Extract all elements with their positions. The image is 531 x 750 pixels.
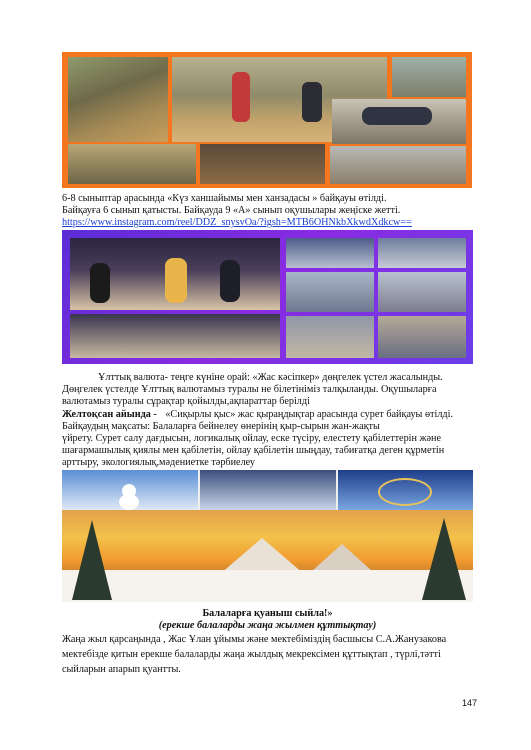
gift-event-line3: сыйларын апарып қуантты.: [62, 664, 181, 675]
currency-day-line2: Дөңгелек үстелде Ұлттық валютамыз туралы не білетініміз талқыланды. Оқушыларға: [62, 384, 437, 395]
gift-event-line1: Жаңа жыл қарсаңында , Жас Ұлан ұйымы және мектебіміздің басшысы С.А.Жанузакова: [62, 634, 447, 645]
photo-leaf-cleaning-4: [332, 99, 466, 144]
autumn-photo-collage: [62, 52, 472, 188]
contest-goal-line2: үйрету. Сурет салу дағдысын, логикалық ойлау, еске түсіру, елестету қабілеттерін және: [62, 433, 442, 444]
currency-day-line1: Ұлттық валюта- теңге күніне орай: «Жас кәсіпкер» дөңгелек үстел жасалынды.: [98, 372, 443, 383]
december-heading-row: [62, 409, 453, 421]
winter-drawings-collage: [62, 470, 473, 602]
photo-group-1: [70, 238, 280, 310]
december-label: Желтоқсан айында -: [62, 409, 157, 420]
photo-classroom-2: [378, 238, 466, 268]
gift-event-subtitle: (ерекше балаларды жаңа жылмен құттықтау): [158, 620, 377, 631]
photo-leaf-cleaning-5: [68, 144, 196, 184]
photo-leaf-cleaning-1: [68, 57, 168, 142]
contest-caption-line2: Байқауға 6 сынып қатысты. Байқауда 9 «А» сынып оқушылары жеңіске жетті.: [62, 205, 401, 216]
drawing-winter-night: [338, 470, 473, 510]
photo-leaf-cleaning-6: [200, 144, 325, 184]
instagram-link[interactable]: https://www.instagram.com/reel/DDZ_snysvOa/?igsh=MTB6OHNkbXkwdXdkcw==: [62, 217, 412, 228]
contest-caption-line1: 6-8 сыныптар арасында «Күз ханшайымы мен ханзадасы » байқауы өтілді.: [62, 193, 387, 204]
contest-goal-line1: Байқаудың мақсаты: Балаларға бейнелеу өнерінің қыр-сырын жан-жақты: [62, 421, 380, 432]
drawing-snowman: [62, 470, 198, 510]
photo-leaf-cleaning-7: [330, 146, 466, 184]
photo-classroom-4: [378, 272, 466, 312]
currency-day-line3: валютамыз туралы сұрақтар қойылды,ақпараттар берілді: [62, 396, 310, 407]
photo-group-2: [70, 314, 280, 358]
photo-classroom-1: [286, 238, 374, 268]
gift-event-line2: мектебізде қитын ерекше балаларды жаңа жылдық мекрексімен құттықтап , түрлі,тәтті: [62, 649, 441, 660]
december-event: «Сиқырлы қыс» жас қыраңдықтар арасында сурет байқауы өтілді.: [165, 409, 453, 420]
contest-goal-line4: арттыру, экологиялық,мәдениетке тәрбиелеу: [62, 457, 256, 468]
gift-event-title: Балаларға қуаныш сыйла!»: [202, 608, 333, 619]
round-table-photo-collage: [62, 230, 473, 364]
photo-classroom-6: [378, 316, 466, 358]
photo-classroom-3: [286, 272, 374, 312]
photo-leaf-cleaning-3: [392, 57, 466, 97]
contest-goal-line3: шағармашылық қиялы мен қабілетін, ойлау қабілетін шыңдау, табиғатқа деген құрметін: [62, 445, 445, 456]
drawing-sunset-mountains: [62, 510, 473, 602]
page-number: 147: [462, 698, 478, 708]
drawing-winter-forest: [200, 470, 336, 510]
photo-classroom-5: [286, 316, 374, 358]
instagram-link-row: [62, 217, 412, 229]
